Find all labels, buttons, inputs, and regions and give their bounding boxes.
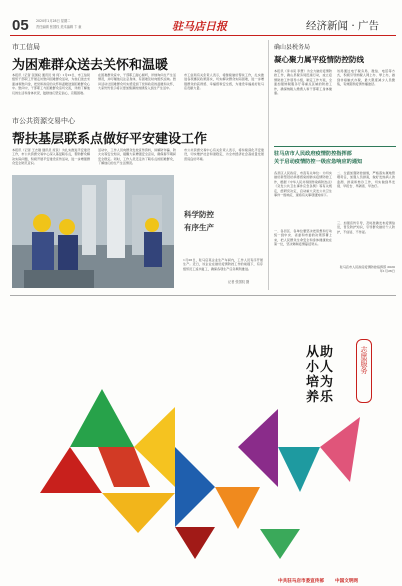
tangram-piece-pink [320,417,360,482]
ad-divider [10,295,396,296]
photo-caption: 1月26日，驻马店某企业生产车间内，工作人员有序开展生产。近日，该企业在做好疫情防控工作的前提下，有序组织员工返岗复工，确保各项生产任务顺利推进。 [183,258,263,271]
article-safety-col-1: 本报讯（记者 王志刚 通讯员 庞民）为扎实推进平安建设工作，市公共资源交易中心深入基层联系点，帮助群众解决实际问题，积极开展平安建设宣传活动，进一步增强群众安全防范意识。 [12,148,90,166]
notice-col-1 [274,171,332,287]
column-divider [268,40,269,290]
article-safety-col-3: 市公共资源交易中心有关负责人表示，将持续深化平安建设，切实维护社会和谐稳定，为全市经济社会高质量发展营造良好环境。 [184,148,264,161]
logo-text: 驻马店日报 [172,20,227,33]
date-line: 2020年1月28日 星期二 [36,19,71,23]
tangram-piece-blue [175,447,215,527]
photo-slogan [184,208,264,234]
notice-headline [274,151,396,166]
ad-credit-propaganda: 中共驻马店市委宣传部 [278,579,324,584]
kicker-tax-bureau: 确山县税务局 [274,44,311,51]
article-tax-col-1: 本报讯（李书亮 李慧）为全力做好疫情防控工作，确山县税务局迅速行动，成立疫情防控工作领导小组，制定工作方案，全面加强纳税服务厅等重点区域的防控工作，确保纳税人缴费人和干部职工身体健康。 [274,69,332,96]
tangram-piece-teal [278,447,320,492]
tangram-piece-orange [215,487,260,529]
notice-para-1: 各县区人民政府，市直有关单位：为切实做好新型冠状病毒感染的肺炎疫情防控工作，根据《中华人民共和国传染病防治法》《突发公共卫生事件应急条例》等有关规定，经研究决定，启动重大突发公共卫生事件一级响应，现将有关事项通知如下。 [274,171,332,198]
tangram-piece-green [70,389,134,447]
notice-para-3: 二、全面加强防控措施，严格落实属地管理责任，加强人员排查，做好发热病人的监测、排查和转诊工作，切实做到早发现、早报告、早隔离、早治疗。 [337,171,395,189]
volunteer-ad [10,297,396,584]
ad-calligraphy [306,345,354,405]
ad-seal-text: 志愿服务 [360,346,368,374]
slogan-line-2: 有序生产 [184,223,214,232]
notice-para-2: 一、各县区、各单位要坚决把思想和行动统一到中央、省委和市委的决策部署上来，把人民群众生命安全和身体健康放在第一位，坚决遏制疫情蔓延势头。 [274,229,332,247]
notice-col-2 [337,171,395,287]
headline-care-warmth: 为困难群众送去关怀和温暖 [12,58,169,73]
factory-scene-illustration [12,175,174,288]
article-care-col-3: 市工信局有关负责人表示，将继续做好帮扶工作，扎实推进各项惠民政策落实，切实解决群众实际困难，进一步增强群众的获得感、幸福感和安全感，为建设幸福美好驻马店贡献力量。 [184,73,264,91]
tangram-piece-gold [102,493,175,533]
tangram-figure [10,297,396,575]
headline-epidemic-defense: 凝心聚力属平疫情防控防线 [274,55,364,64]
article-care-col-1: 本报讯（记者 张国权 通讯员 刘 珂）1月22日，市工信局组织干部职工开展走访慰问困难群众活动，为他们送去米面油和慰问金，把党和政府的关怀和温暖送到困难群众心中。慰问中，干部职工与困难群众亲切交流，详细了解他们的生活和身体状况，鼓励他们坚定信心，克服困难。 [12,73,90,95]
article-safety-columns [12,148,265,174]
ad-seal [356,339,372,403]
tangram-piece-dark-red [175,527,215,559]
tangram-piece-purple [238,409,278,487]
article-tax-col-2: 该局通过电子税务局、微信、电话等方式，积极引导纳税人网上办、掌上办，做到非接触式办税，最大限度减少人员聚集，有效阻断疫情传播途径。 [337,69,395,87]
notice-para-4: 三、加强宣传引导，及时准确发布疫情信息，普及防护知识，引导群众做好个人防护，不信谣、不传谣。 [337,221,395,234]
ad-calligraphy-line-4: 养乐 [306,390,335,405]
slogan-line-1: 科学防控 [184,210,214,219]
ad-calligraphy-line-3: 培为 [306,375,335,390]
section-title: 经济新闻 · 广告 [306,20,380,32]
ad-calligraphy-line-1: 从助 [306,345,335,360]
notice-signoff: 驻马店市人民政府疫情防控指挥部 2020年1月26日 [339,265,395,274]
ad-calligraphy-line-2: 小人 [306,360,335,375]
notice-headline-line-1: 驻马店市人民政府疫情防控指挥部 [274,151,352,157]
kicker-trading-center: 市公共资源交易中心 [12,117,75,125]
kicker-industry-bureau: 市工信局 [12,43,40,51]
tangram-piece-red-left [40,447,102,493]
factory-photo [12,175,174,288]
editor-line: 责任编辑 张国权 美术编辑 卞 童 [36,25,82,29]
header-rule [10,35,396,36]
page-number: 05 [12,17,29,34]
ad-credits [278,567,358,586]
photo-credit: 记者 张国权 摄 [228,280,250,284]
article-care-col-2: 在困难群众家中，干部职工耐心倾听，详细询问生产生活情况，并叮嘱他们注意身体，有困难及时向组织反映。慰问活动让困难群众切实感受到了党和政府的温暖和关怀，大家纷纷表示将以更加饱满的热情投入到生产生活中。 [98,73,176,91]
article-care-columns [12,73,265,109]
ad-credit-civilization: 中国文明网 [335,579,359,584]
headline-safety-building: 帮扶基层联系点做好平安建设工作 [12,132,208,147]
notice-body-columns [274,171,396,287]
newspaper-logo [172,18,234,32]
masthead [0,0,402,38]
article-tax-columns [274,69,396,137]
notice-rule-top [274,146,396,147]
article-safety-col-2: 活动中，工作人员向群众发放宣传资料，讲解防诈骗、防火灾等安全知识，提醒大家增强安全意识，确保春节期间安全稳定。同时，工作人员还走访了联系点的困难群众，了解他们的生产生活情况。 [98,148,176,166]
notice-headline-line-2: 关于启动疫情防控一级应急响应的通知 [274,158,363,165]
tangram-piece-small-green [260,529,300,559]
